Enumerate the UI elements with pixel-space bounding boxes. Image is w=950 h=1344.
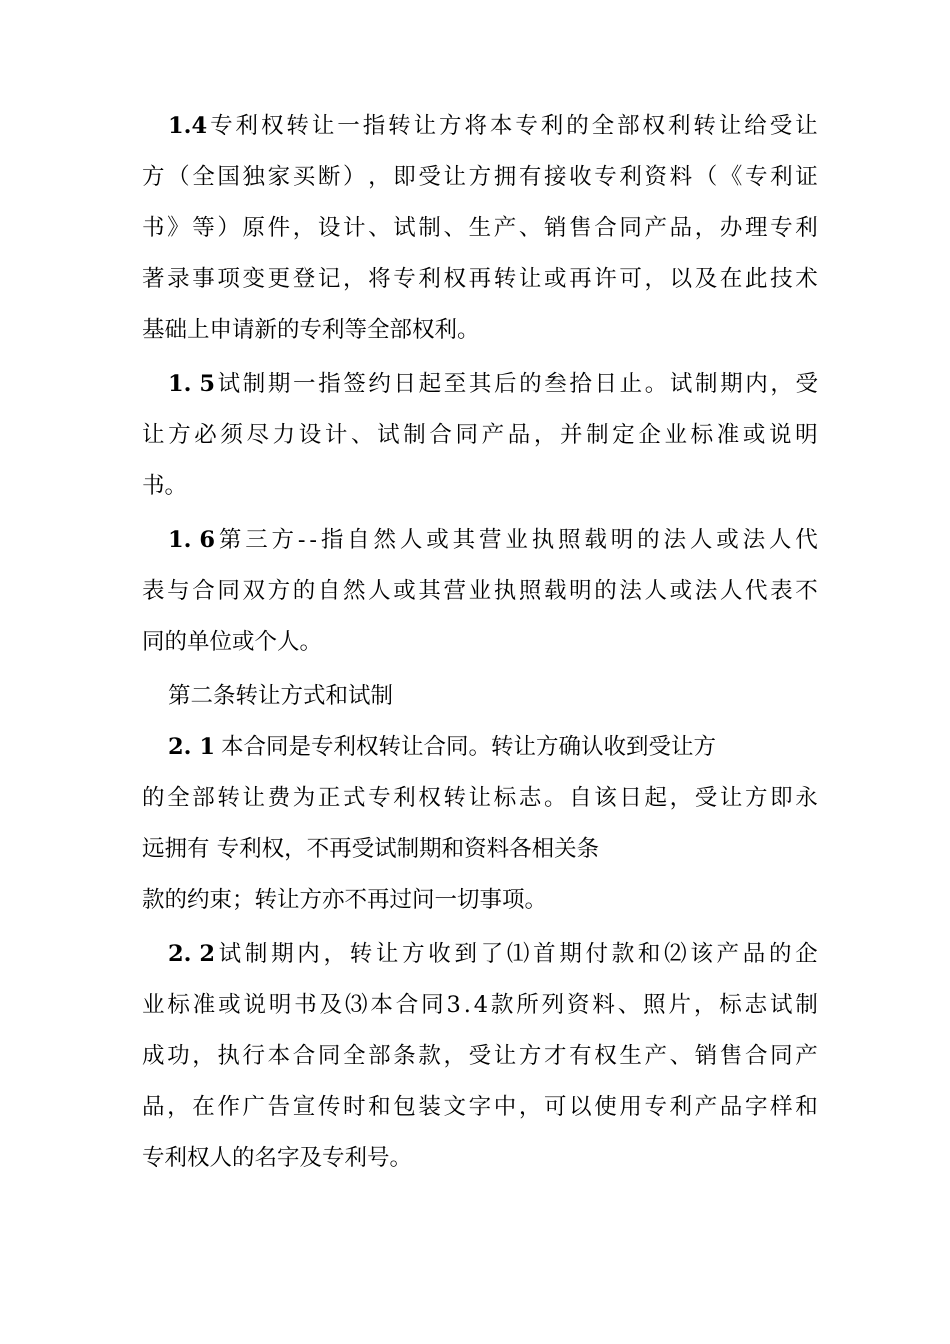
clause-number: 1. 5 <box>168 371 215 397</box>
text-line: 的 全 部 转 让 费 为 正 式 专 利 权 转 让 标 志 。 自 该 日 起 ， 受 让 方 即 永 <box>142 785 818 811</box>
clause-number: 2. 1 <box>168 734 215 760</box>
text-line: 业 标 准 或 说 明 书 及 ⑶ 本 合 同 3 . 4 款 所 列 资 料 、 照 片 ， 标 志 试 制 <box>142 992 818 1018</box>
text-line <box>168 733 818 763</box>
line-text: 本合同是专利权转让合同。转让方确认收到受让方 <box>220 734 716 760</box>
text-line <box>142 316 818 346</box>
line-text: 专利权人的名字及专利号。 <box>142 1145 413 1171</box>
text-line: 让 方 必 须 尽 力 设 计 、 试 制 合 同 产 品 ， 并 制 定 企 业 标 准 或 说 明 <box>142 422 818 448</box>
clause-number: 1. 6 <box>168 527 215 553</box>
text-line: 书 》 等 ） 原 件 ， 设 计 、 试 制 、 生 产 、 销 售 合 同 产 品 ， 办 理 专 利 <box>142 215 818 241</box>
text-line: 2. 2 试 制 期 内 ， 转 让 方 收 到 了 ⑴ 首 期 付 款 和 ⑵ 该 产 品 的 企 <box>168 940 818 970</box>
line-text: 第二条转让方式和试制 <box>168 683 394 709</box>
text-line <box>142 835 818 865</box>
text-line: 成 功 ， 执 行 本 合 同 全 部 条 款 ， 受 让 方 才 有 权 生 产 、 销 售 合 同 产 <box>142 1043 818 1069</box>
text-line: 表 与 合 同 双 方 的 自 然 人 或 其 营 业 执 照 载 明 的 法 人 或 法 人 代 表 不 <box>142 578 818 604</box>
text-line: 品 ， 在 作 广 告 宣 传 时 和 包 装 文 字 中 ， 可 以 使 用 专 利 产 品 字 样 和 <box>142 1094 818 1120</box>
line-text: 远拥有 专利权，不再受试制期和资料各相关条 <box>142 836 600 862</box>
text-line <box>142 472 818 502</box>
text-line <box>168 682 818 712</box>
text-line: 1. 5 试 制 期 一 指 签 约 日 起 至 其 后 的 叁 拾 日 止 。 试 制 期 内 ， 受 <box>168 370 818 400</box>
text-line <box>142 886 818 916</box>
text-line <box>142 628 818 658</box>
text-line <box>142 1144 818 1174</box>
clause-number: 2. 2 <box>168 941 215 967</box>
text-line: 著 录 事 项 变 更 登 记 ， 将 专 利 权 再 转 让 或 再 许 可 ， 以 及 在 此 技 术 <box>142 266 818 292</box>
text-line: 方 （ 全 国 独 家 买 断 ） ， 即 受 让 方 拥 有 接 收 专 利 资 料 （ 《 专 利 证 <box>142 164 818 190</box>
text-line: 1.4 专 利 权 转 让 一 指 转 让 方 将 本 专 利 的 全 部 权 利 转 让 给 受 让 <box>168 112 818 142</box>
text-line: 1. 6 第 三 方 - - 指 自 然 人 或 其 营 业 执 照 载 明 的 法 人 或 法 人 代 <box>168 526 818 556</box>
line-text: 款的约束；转让方亦不再过问一切事项。 <box>142 887 548 913</box>
clause-number: 1.4 <box>168 113 208 139</box>
line-text: 基础上申请新的专利等全部权利。 <box>142 317 480 343</box>
line-text: 书。 <box>142 473 188 499</box>
line-text: 同的单位或个人。 <box>142 629 323 655</box>
